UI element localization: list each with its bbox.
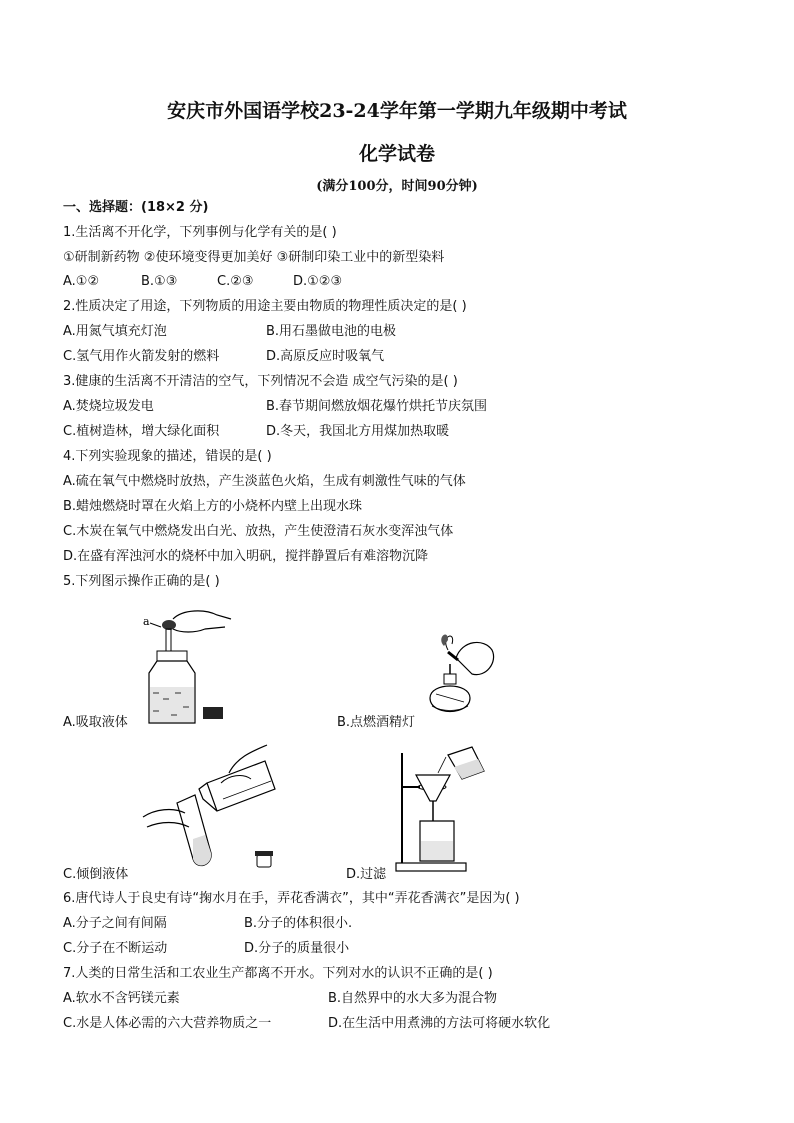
exam-subtitle: 化学试卷 [358,143,435,165]
q6-stem: 6.唐代诗人于良史有诗“掬水月在手，弄花香满衣”，其中“弄花香满衣”是因为( ) [63,891,520,906]
q1-option-b: B.①③ [141,274,178,289]
q6-option-c: C.分子在不断运动 [63,941,168,956]
q2-option-a: A.用氮气填充灯泡 [63,324,167,339]
q4-option-a: A.硫在氧气中燃烧时放热，产生淡蓝色火焰，生成有刺激性气味的气体 [63,474,466,489]
q1-option-c: C.②③ [217,274,254,289]
q4-option-b: B.蜡烛燃烧时罩在火焰上方的小烧杯内壁上出现水珠 [63,499,363,514]
q6-option-d: D.分子的质量很小 [244,941,350,956]
q3-option-b: B.春节期间燃放烟花爆竹烘托节庆氛围 [266,399,488,414]
figure-dropper-bottle [135,603,245,725]
exam-title: 安庆市外国语学校23-24学年第一学期九年级期中考试 [167,100,627,122]
q4-option-c: C.木炭在氧气中燃烧发出白光、放热，产生使澄清石灰水变浑浊气体 [63,524,454,539]
q5-stem: 5.下列图示操作正确的是( ) [63,574,220,589]
figure-alcohol-lamp [418,628,498,726]
q5-option-a: A.吸取液体 [63,715,128,730]
q1-option-a: A.①② [63,274,100,289]
q4-stem: 4.下列实验现象的描述，错误的是( ) [63,449,272,464]
q5-option-d: D.过滤 [346,867,387,882]
q2-stem: 2.性质决定了用途，下列物质的用途主要由物质的物理性质决定的是( ) [63,299,467,314]
exam-note: (满分100分，时间90分钟) [316,179,478,194]
q5-option-b: B.点燃酒精灯 [337,715,416,730]
q2-option-c: C.氢气用作火箭发射的燃料 [63,349,220,364]
q1-items: ①研制新药物 ②使环境变得更加美好 ③研制印染工业中的新型染料 [63,250,445,265]
q2-option-b: B.用石墨做电池的电极 [266,324,397,339]
q3-stem: 3.健康的生活离不开清洁的空气，下列情况不会造 成空气污染的是( ) [63,374,458,389]
q5-option-c: C.倾倒液体 [63,867,129,882]
q1-stem: 1.生活离不开化学，下列事例与化学有关的是( ) [63,225,337,240]
q3-option-c: C.植树造林，增大绿化面积 [63,424,220,439]
q6-option-b: B.分子的体积很小. [244,916,353,931]
section-heading: 一、选择题：(18×2 分) [63,200,209,215]
q7-option-b: B.自然界中的水大多为混合物 [328,991,498,1006]
q4-option-d: D.在盛有浑浊河水的烧杯中加入明矾，搅拌静置后有难溶物沉降 [63,549,429,564]
figure-label-a: a [143,615,150,628]
q3-option-a: A.焚烧垃圾发电 [63,399,154,414]
q7-option-c: C.水是人体必需的六大营养物质之一 [63,1016,272,1031]
q1-option-d: D.①②③ [293,274,343,289]
q7-option-a: A.软水不含钙镁元素 [63,991,180,1006]
q6-option-a: A.分子之间有间隔 [63,916,167,931]
q7-stem: 7.人类的日常生活和工农业生产都离不开水。下列对水的认识不正确的是( ) [63,966,493,981]
q2-option-d: D.高原反应时吸氧气 [266,349,385,364]
q3-option-d: D.冬天，我国北方用煤加热取暖 [266,424,450,439]
q7-option-d: D.在生活中用煮沸的方法可将硬水软化 [328,1016,551,1031]
figure-pouring-liquid [133,743,283,875]
figure-filtration [392,745,492,873]
